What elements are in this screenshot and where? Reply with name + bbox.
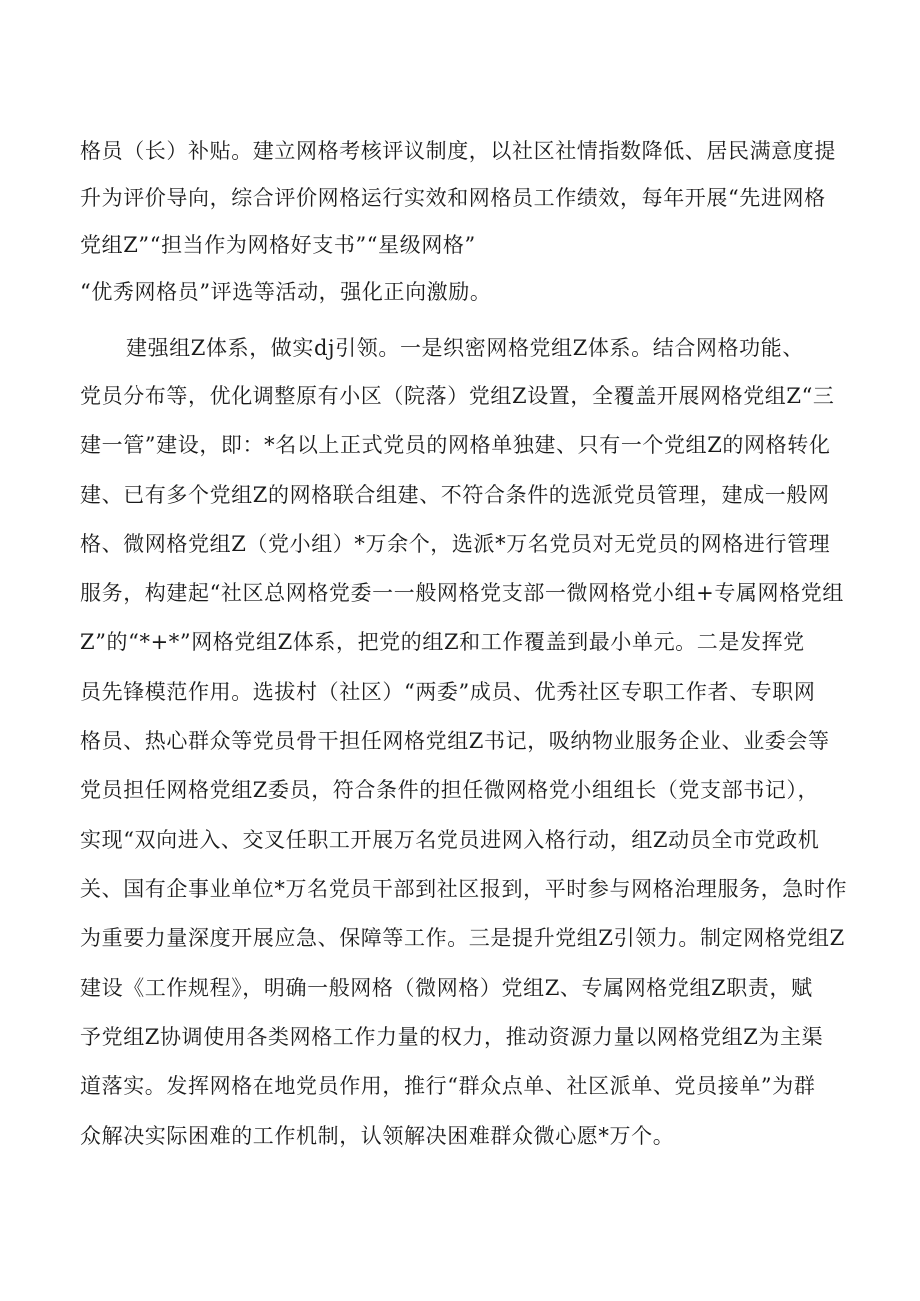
text-line-4: “优秀网格员”评选等活动，强化正向激励。 [80, 280, 492, 304]
text-line-7: 建一管”建设，即：*名以上正式党员的网格单独建、只有一个党组Z的网格转化 [80, 433, 831, 457]
text-line-9: 格、微网格党组Z（党小组）*万余个，选派*万名党员对无党员的网格进行管理 [80, 532, 831, 556]
text-line-3: 党组Z”“担当作为网格好支书”“星级网格” [80, 233, 476, 257]
text-line-20: 道落实。发挥网格在地党员作用，推行“群众点单、社区派单、党员接单”为群 [80, 1074, 816, 1098]
text-line-17: 为重要力量深度开展应急、保障等工作。三是提升党组Z引领力。制定网格党组Z [80, 926, 845, 950]
text-line-12: 员先锋模范作用。选拔村（社区）“两委”成员、优秀社区专职工作者、专职网 [80, 680, 816, 704]
text-line-19: 予党组Z协调使用各类网格工作力量的权力，推动资源力量以网格党组Z为主渠 [80, 1025, 824, 1049]
text-line-13: 格员、热心群众等党员骨干担任网格党组Z书记，吸纳物业服务企业、业委会等 [80, 729, 830, 753]
text-line-18: 建设《工作规程》，明确一般网格（微网格）党组Z、专属网格党组Z职责，赋 [80, 976, 813, 1000]
text-line-10: 服务，构建起“社区总网格党委一一般网格党支部一微网格党小组+专属网格党组 [80, 581, 844, 605]
text-line-5: 建强组Z体系，做实dj引领。一是织密网格党组Z体系。结合网格功能、 [126, 336, 804, 360]
text-line-16: 关、国有企事业单位*万名党员干部到社区报到，平时参与网格治理服务，急时作 [80, 877, 848, 901]
text-line-6: 党员分布等，优化调整原有小区（院落）党组Z设置，全覆盖开展网格党组Z“三 [80, 384, 835, 408]
text-line-21: 众解决实际困难的工作机制，认领解决困难群众微心愿*万个。 [80, 1124, 675, 1148]
text-line-2: 升为评价导向，综合评价网格运行实效和网格员工作绩效，每年开展“先进网格 [80, 186, 826, 210]
text-line-14: 党员担任网格党组Z委员，符合条件的担任微网格党小组组长（党支部书记）， [80, 778, 820, 802]
text-line-8: 建、已有多个党组Z的网格联合组建、不符合条件的选派党员管理，建成一般网 [80, 483, 830, 507]
text-line-1: 格员（长）补贴。建立网格考核评议制度，以社区社情指数降低、居民满意度提 [80, 139, 836, 163]
text-line-15: 实现“双向进入、交叉任职工开展万名党员进网入格行动，组Z动员全市党政机 [80, 828, 820, 852]
text-line-11: Z”的“*+*”网格党组Z体系，把党的组Z和工作覆盖到最小单元。二是发挥党 [80, 630, 805, 654]
